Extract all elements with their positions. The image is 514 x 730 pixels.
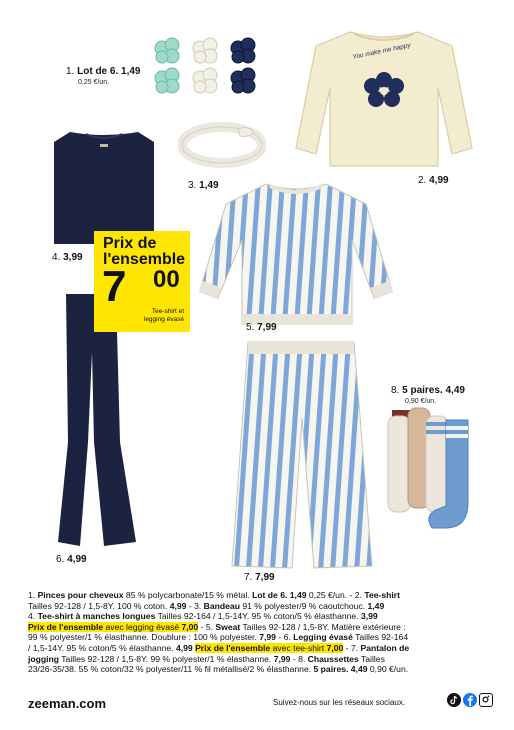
sweatshirt-print-text: You make me happy bbox=[351, 41, 412, 62]
striped-jogging-image bbox=[226, 338, 376, 570]
instagram-icon[interactable] bbox=[479, 693, 493, 707]
item-8-label: 8. 5 paires. 4,49 bbox=[391, 385, 465, 396]
desc-line-8: 23/26-35/38. 55 % coton/32 % polyester/11 % fil métallisé/2 % élasthanne. 5 paires. 4,49 0,90 €/un. bbox=[28, 664, 409, 675]
website-link[interactable]: zeeman.com bbox=[28, 696, 107, 711]
item-3-label: 3. 1,49 bbox=[188, 180, 219, 191]
item-5-label: 5. 7,99 bbox=[246, 322, 277, 333]
item-2-label: 2. 4,99 bbox=[418, 175, 449, 186]
badge-price-main: 7 bbox=[102, 262, 126, 311]
socks-image bbox=[384, 406, 484, 536]
item-6-label: 6. 4,99 bbox=[56, 554, 87, 565]
striped-sweat-image bbox=[196, 178, 396, 330]
navy-longsleeve-image bbox=[50, 128, 158, 246]
badge-caption: Tee-shirt et legging évasé bbox=[143, 308, 184, 323]
tiktok-icon[interactable] bbox=[447, 693, 461, 707]
item-1-label: 1. Lot de 6. 1,49 bbox=[66, 66, 141, 77]
item-4-label: 4. 3,99 bbox=[52, 252, 83, 263]
product-descriptions bbox=[28, 590, 488, 675]
social-follow-text: Suivez-nous sur les réseaux sociaux. bbox=[273, 698, 406, 707]
facebook-icon[interactable] bbox=[463, 693, 477, 707]
desc-line-4: Prix de l'ensemble avec legging évasé 7,00 - 5. Sweat Tailles 92-128 / 1,5-8Y. Matière extérieure : bbox=[28, 621, 406, 632]
desc-line-1: 1. Pinces pour cheveux 85 % polycarbonate/15 % métal. Lot de 6. 1,49 0,25 €/un. - 2. Tee-shirt bbox=[28, 590, 400, 600]
desc-line-2: Tailles 92-128 / 1,5-8Y. 100 % coton. 4,99 - 3. Bandeau 91 % polyester/9 % caoutchouc. 1,49 bbox=[28, 600, 385, 611]
badge-price-cents: 00 bbox=[153, 266, 180, 293]
desc-line-3: 4. Tee-shirt à manches longues Tailles 92-164 / 1,5-14Y. 95 % coton/5 % élasthanne. 3,99 bbox=[28, 611, 378, 622]
item-7-label: 7. 7,99 bbox=[244, 572, 275, 583]
desc-line-7: jogging Tailles 92-128 / 1,5-8Y. 99 % polyester/1 % élasthanne. 7,99 - 8. Chaussettes Tailles bbox=[28, 653, 385, 664]
item-1-unit-price: 0,25 €/un. bbox=[78, 79, 110, 86]
item-8-unit-price: 0,90 €/un. bbox=[405, 398, 437, 405]
badge-line-2: l'ensemble bbox=[103, 251, 186, 268]
headband-image bbox=[178, 120, 266, 170]
desc-line-5: 99 % polyester/1 % élasthanne. Doublure : 100 % polyester. 7,99 - 6. Legging évasé Tailles 92-164 bbox=[28, 632, 409, 643]
set-price-badge bbox=[94, 231, 190, 332]
badge-line-1: Prix de bbox=[103, 235, 157, 252]
hair-clips-image bbox=[150, 36, 270, 96]
desc-line-6: / 1,5-14Y. 95 % coton/5 % élasthanne. 4,99 Prix de l'ensemble avec tee-shirt 7,00 - 7. Pantalon de bbox=[28, 642, 410, 653]
